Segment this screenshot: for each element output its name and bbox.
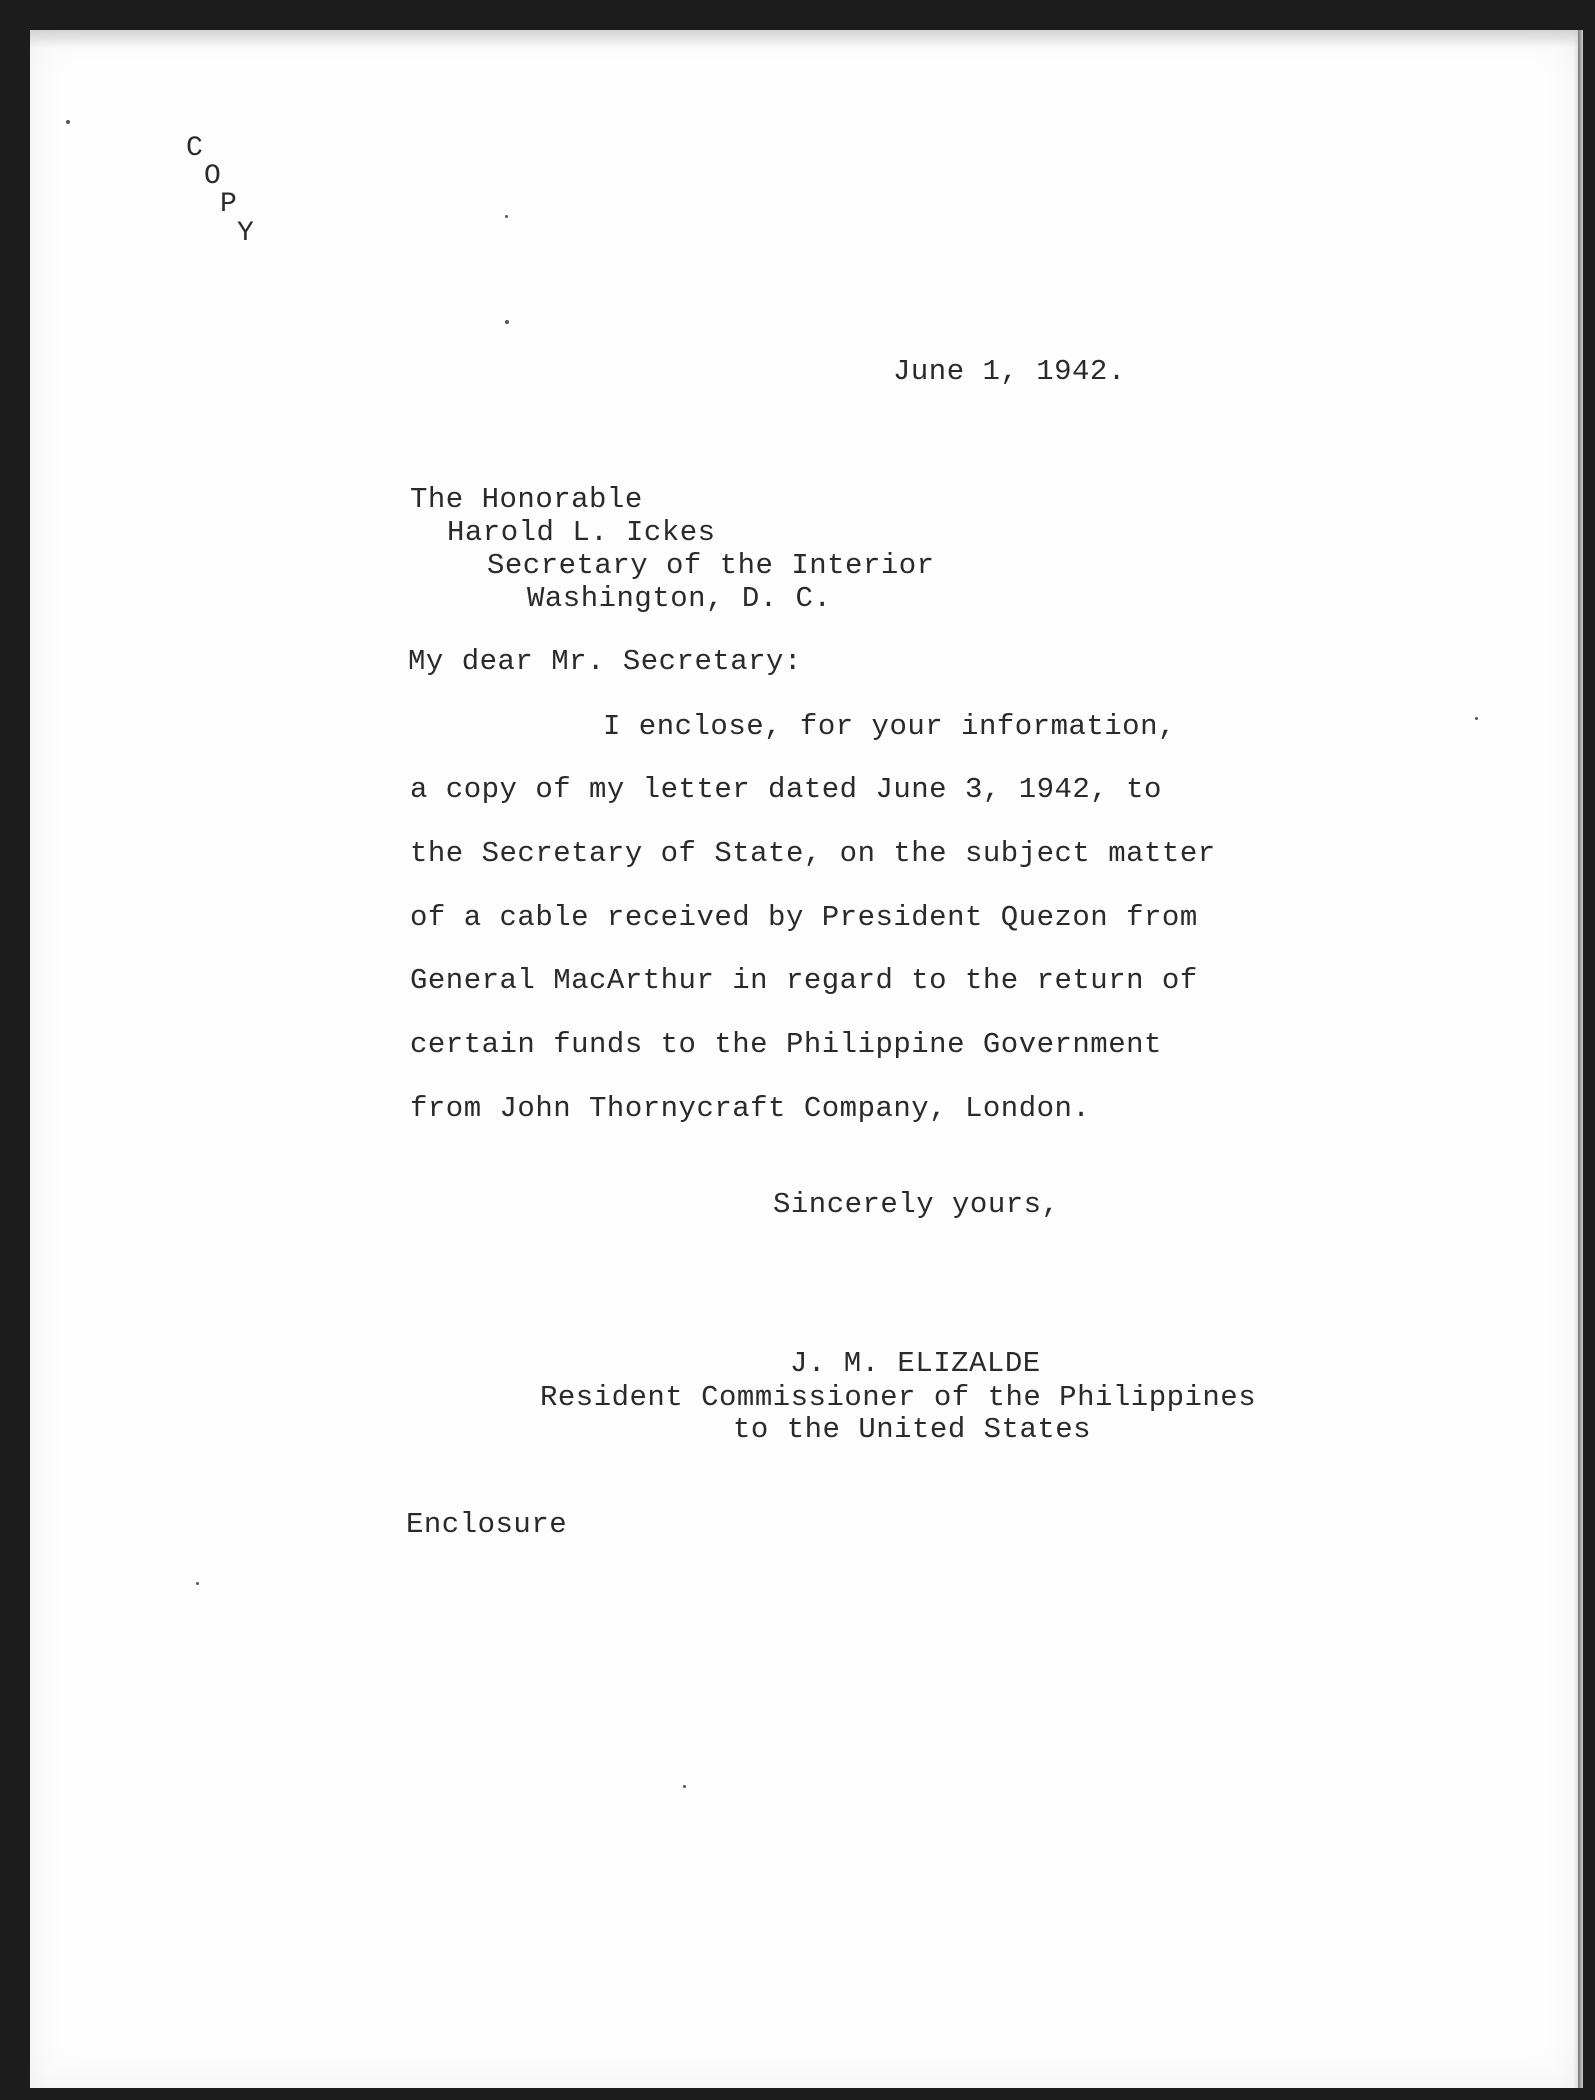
scan-speck [683,1785,686,1788]
copy-stamp-letter-y: Y [237,218,254,249]
signature-title-1: Resident Commissioner of the Philippines [540,1381,1257,1414]
address-line-4: Washington, D. C. [527,582,832,615]
enclosure-note: Enclosure [406,1508,568,1541]
body-line-6: certain funds to the Philippine Government [410,1028,1162,1061]
signature-name: J. M. ELIZALDE [790,1347,1041,1380]
body-line-7: from John Thornycraft Company, London. [410,1092,1091,1125]
salutation: My dear Mr. Secretary: [408,645,802,678]
scan-speck [196,1582,199,1585]
closing: Sincerely yours, [773,1188,1060,1221]
scan-speck [505,215,508,218]
letter-date: June 1, 1942. [893,355,1126,388]
copy-stamp-letter-c: C [186,133,203,164]
body-line-4: of a cable received by President Quezon from [410,901,1198,934]
body-line-5: General MacArthur in regard to the return of [410,964,1198,997]
scan-speck [505,320,509,324]
page-edge-shadow [30,30,1578,48]
scan-speck [1475,717,1478,720]
copy-stamp-letter-o: O [204,161,221,192]
address-line-2: Harold L. Ickes [447,516,716,549]
body-line-3: the Secretary of State, on the subject matter [410,837,1216,870]
body-line-1: I enclose, for your information, [603,710,1176,743]
signature-title-2: to the United States [733,1413,1092,1446]
scan-speck [66,120,70,124]
address-line-3: Secretary of the Interior [487,549,935,582]
copy-stamp-letter-p: P [220,189,237,220]
page-edge-shadow-right [1573,30,1583,2088]
address-line-1: The Honorable [410,483,643,516]
body-line-2: a copy of my letter dated June 3, 1942, to [410,773,1162,806]
